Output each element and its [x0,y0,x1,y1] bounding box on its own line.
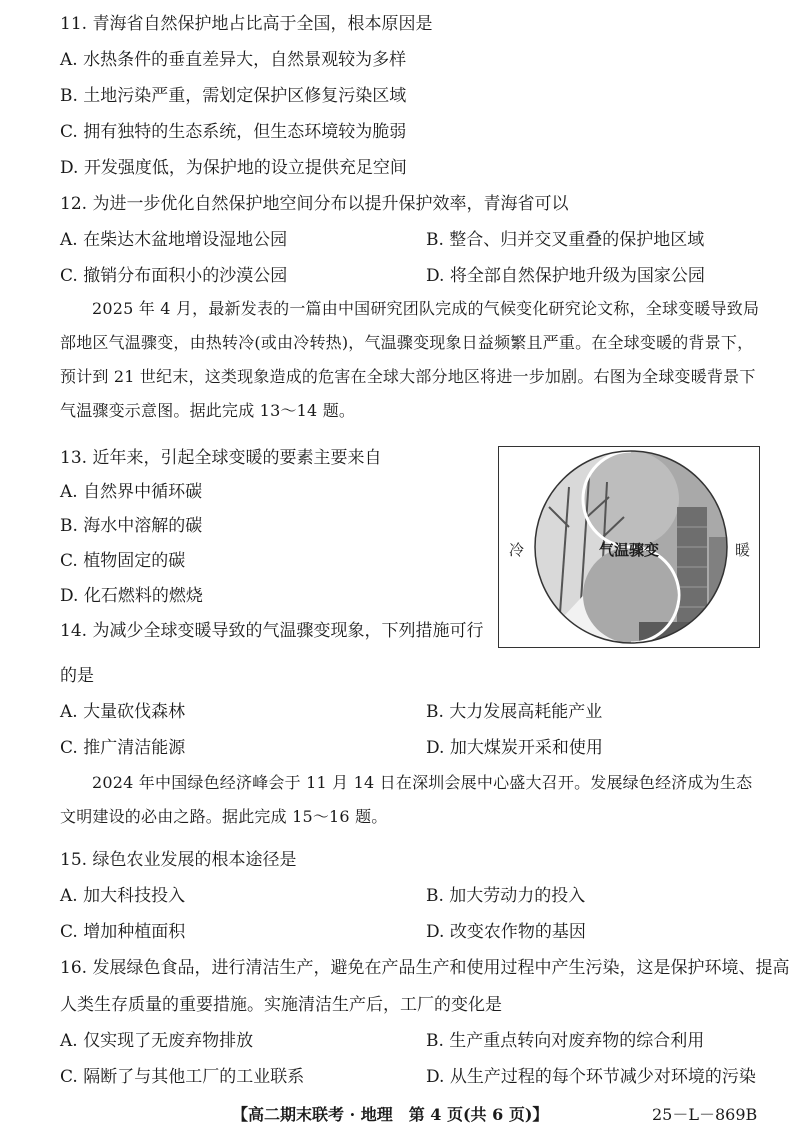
q11-option-c: C. 拥有独特的生态系统，但生态环境较为脆弱 [60,122,407,142]
q13-option-d: D. 化石燃料的燃烧 [60,586,203,606]
q12-option-c: C. 撤销分布面积小的沙漠公园 [60,266,288,286]
q14-stem: 14. 为减少全球变暖导致的气温骤变现象，下列措施可行 [60,621,484,641]
q13-option-b: B. 海水中溶解的碳 [60,516,203,536]
q16-option-d: D. 从生产过程的每个环节减少对环境的污染 [426,1067,756,1087]
q15-stem: 15. 绿色农业发展的根本途径是 [60,850,297,870]
q13-option-a: A. 自然界中循环碳 [60,482,203,502]
q14-option-d: D. 加大煤炭开采和使用 [426,738,603,758]
q15-option-a: A. 加大科技投入 [60,886,186,906]
q14-stem-continued: 的是 [60,666,94,686]
q12-option-b: B. 整合、归并交叉重叠的保护地区域 [426,230,705,250]
passage-climate: 2025 年 4 月，最新发表的一篇由中国研究团队完成的气候变化研究论文称，全球变暖导致局部地区气温骤变，由热转冷(或由冷转热)，气温骤变现象日益频繁且严重。在全球变暖的背景下，预计到 21 世纪末，这类现象造成的危害在全球大部分地区将进一步加剧。右图为全球变暖背景下气温骤变示意图。据此完成 13～14 题。 [60,299,760,420]
passage-green-economy: 2024 年中国绿色经济峰会于 11 月 14 日在深圳会展中心盛大召开。发展绿色经济成为生态文明建设的必由之路。据此完成 15～16 题。 [60,773,753,826]
q11-option-d: D. 开发强度低，为保护地的设立提供充足空间 [60,158,407,178]
q12-stem: 12. 为进一步优化自然保护地空间分布以提升保护效率，青海省可以 [60,194,569,214]
q15-option-b: B. 加大劳动力的投入 [426,886,586,906]
q16-option-a: A. 仅实现了无废弃物排放 [60,1031,254,1051]
q16-stem: 16. 发展绿色食品，进行清洁生产，避免在产品生产和使用过程中产生污染，这是保护环境、提高 [60,958,790,978]
q13-stem: 13. 近年来，引起全球变暖的要素主要来自 [60,448,382,468]
q14-option-b: B. 大力发展高耗能产业 [426,702,603,722]
footer-code: 25－L－869B [652,1105,758,1124]
q15-option-d: D. 改变农作物的基因 [426,922,586,942]
q14-option-a: A. 大量砍伐森林 [60,702,186,722]
q11-option-b: B. 土地污染严重，需划定保护区修复污染区域 [60,86,407,106]
q11-option-a: A. 水热条件的垂直差异大，自然景观较为多样 [60,50,407,70]
q11-stem: 11. 青海省自然保护地占比高于全国，根本原因是 [60,14,433,34]
q16-option-b: B. 生产重点转向对废弃物的综合利用 [426,1031,705,1051]
sudden-change-label: 气温骤变 [599,541,660,559]
footer-exam-info: 【高二期末联考 · 地理 第 4 页(共 6 页)】 [232,1105,549,1124]
q16-option-c: C. 隔断了与其他工厂的工业联系 [60,1067,305,1087]
q15-option-c: C. 增加种植面积 [60,922,186,942]
temperature-change-figure [498,446,760,648]
q14-option-c: C. 推广清洁能源 [60,738,186,758]
q16-stem-continued: 人类生存质量的重要措施。实施清洁生产后，工厂的变化是 [60,995,502,1015]
warm-label: 暖 [735,541,751,559]
cold-label: 冷 [509,541,525,559]
q12-option-a: A. 在柴达木盆地增设湿地公园 [60,230,288,250]
q12-option-d: D. 将全部自然保护地升级为国家公园 [426,266,705,286]
q13-option-c: C. 植物固定的碳 [60,551,186,571]
